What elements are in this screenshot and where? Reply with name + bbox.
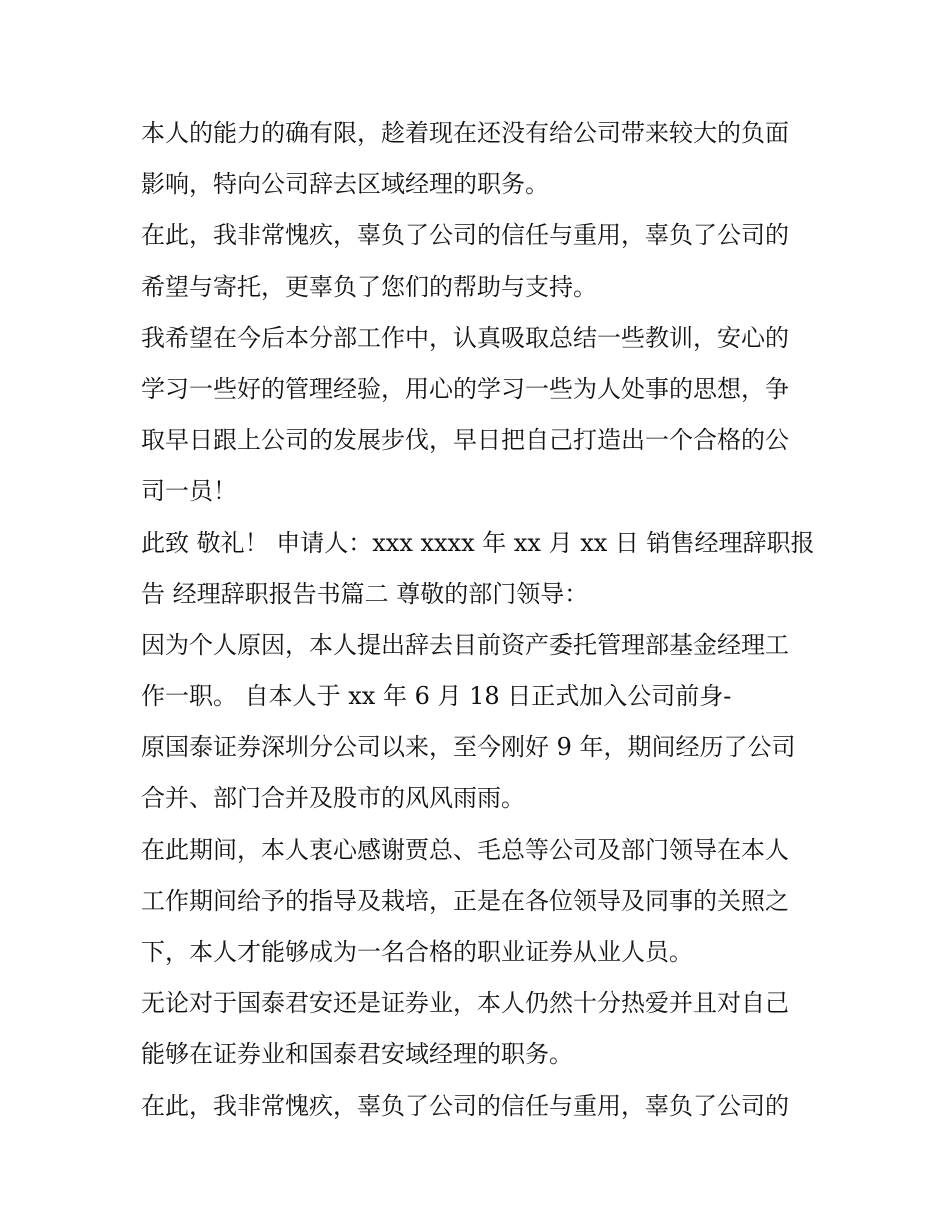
text-line: 作一职。 自本人于 xx 年 6 月 18 日正式加入公司前身- (141, 682, 732, 711)
text-line: 取早日跟上公司的发展步伐，早日把自己打造出一个合格的公 (141, 426, 789, 455)
text-line: 在此，我非常愧疚，辜负了公司的信任与重用，辜负了公司的 (141, 1091, 789, 1120)
text-line: 告 经理辞职报告书篇二 尊敬的部门领导： (141, 579, 589, 608)
text-line: 下，本人才能够成为一名合格的职业证券从业人员。 (141, 938, 693, 966)
text-line: 希望与寄托，更辜负了您们的帮助与支持。 (141, 272, 597, 301)
document-body (141, 108, 821, 1132)
text-line: 原国泰证券深圳分公司以来，至今刚好 9 年，期间经历了公司 (141, 733, 796, 762)
text-line: 司一员！ (141, 477, 237, 506)
text-line: 我希望在今后本分部工作中，认真吸取总结一些教训，安心的 (141, 323, 789, 352)
text-line: 因为个人原因，本人提出辞去目前资产委托管理部基金经理工 (141, 630, 789, 659)
text-line: 合并、部门合并及股市的风风雨雨。 (141, 784, 525, 813)
text-line: 在此期间，本人衷心感谢贾总、毛总等公司及部门领导在本人 (141, 835, 789, 864)
text-line: 本人的能力的确有限，趁着现在还没有给公司带来较大的负面 (141, 119, 789, 147)
text-line: 此致 敬礼！ 申请人：xxx xxxx 年 xx 月 xx 日 销售经理辞职报 (141, 528, 815, 557)
text-line: 工作期间给予的指导及栽培，正是在各位领导及同事的关照之 (141, 886, 789, 915)
text-line: 能够在证券业和国泰君安域经理的职务。 (141, 1040, 573, 1069)
text-line: 影响，特向公司辞去区域经理的职务。 (141, 170, 549, 199)
text-line: 学习一些好的管理经验，用心的学习一些为人处事的思想，争 (141, 374, 789, 403)
text-line: 在此，我非常愧疚，辜负了公司的信任与重用，辜负了公司的 (141, 221, 789, 250)
text-line: 无论对于国泰君安还是证券业，本人仍然十分热爱并且对自己 (141, 989, 789, 1018)
